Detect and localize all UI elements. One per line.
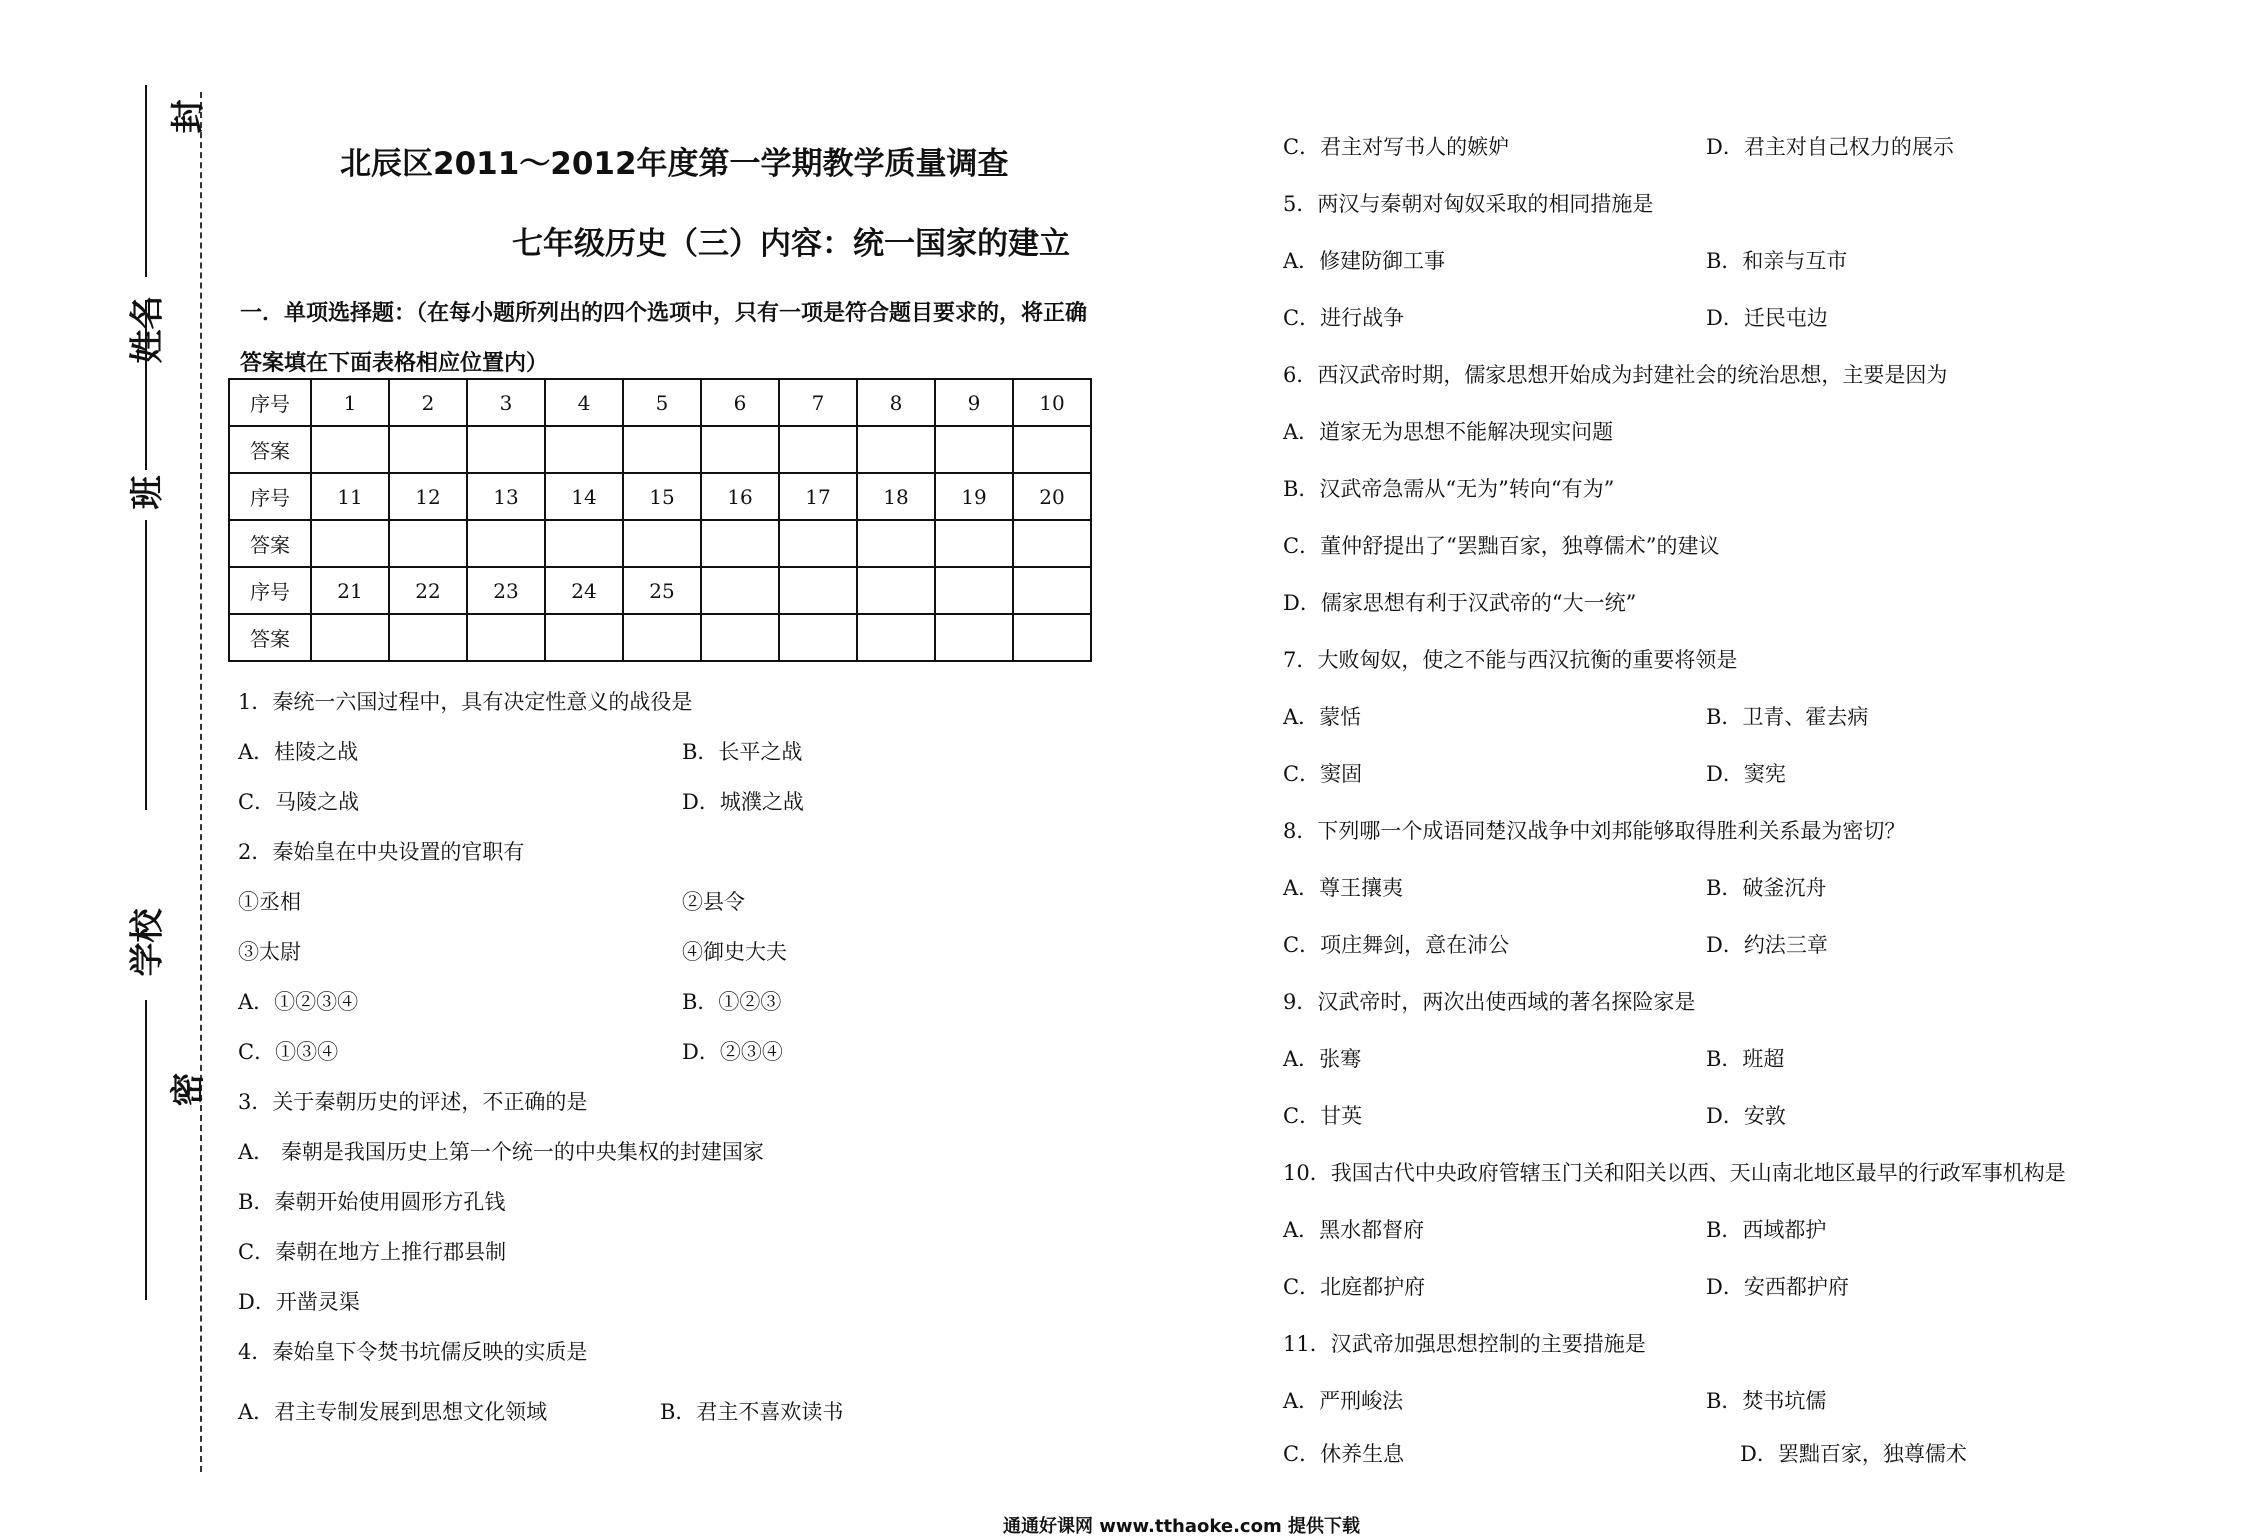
answer-cell[interactable] bbox=[935, 520, 1013, 567]
question-number-cell: 20 bbox=[1013, 473, 1091, 520]
answer-cell[interactable] bbox=[779, 426, 857, 473]
question-stem: 4．秦始皇下令焚书坑儒反映的实质是 bbox=[238, 1340, 588, 1364]
question-number-cell: 4 bbox=[545, 379, 623, 426]
question-stem: 3．关于秦朝历史的评述，不正确的是 bbox=[238, 1090, 588, 1114]
answer-cell[interactable] bbox=[857, 614, 935, 661]
answer-option: ③太尉 bbox=[238, 940, 301, 964]
answer-option: B．秦朝开始使用圆形方孔钱 bbox=[238, 1190, 506, 1214]
page-subtitle: 七年级历史（三）内容：统一国家的建立 bbox=[512, 226, 1070, 262]
margin-rule-class bbox=[145, 520, 147, 810]
question-number-cell: 14 bbox=[545, 473, 623, 520]
answer-cell[interactable] bbox=[1013, 520, 1091, 567]
answer-cell[interactable] bbox=[935, 614, 1013, 661]
section-heading-line2: 答案填在下面表格相应位置内） bbox=[240, 351, 549, 376]
question-number-cell: 10 bbox=[1013, 379, 1091, 426]
answer-option: C．甘英 bbox=[1283, 1104, 1363, 1128]
margin-seal-feng: 封 bbox=[168, 99, 209, 134]
row-label-number: 序号 bbox=[229, 473, 311, 520]
page-title: 北辰区2011～2012年度第一学期教学质量调查 bbox=[340, 146, 1009, 182]
question-number-cell: 5 bbox=[623, 379, 701, 426]
question-number-cell bbox=[779, 567, 857, 614]
row-label-number: 序号 bbox=[229, 379, 311, 426]
answer-option: A．蒙恬 bbox=[1283, 705, 1362, 729]
question-stem: 8．下列哪一个成语同楚汉战争中刘邦能够取得胜利关系最为密切？ bbox=[1283, 819, 1906, 843]
answer-option: C．①③④ bbox=[238, 1040, 339, 1064]
answer-option: A．修建防御工事 bbox=[1283, 249, 1446, 273]
answer-option: A．张骞 bbox=[1283, 1047, 1362, 1071]
answer-cell[interactable] bbox=[389, 614, 467, 661]
answer-cell[interactable] bbox=[545, 614, 623, 661]
question-number-cell: 6 bbox=[701, 379, 779, 426]
answer-option: D．城濮之战 bbox=[682, 790, 804, 814]
answer-option: ①丞相 bbox=[238, 890, 301, 914]
answer-cell[interactable] bbox=[1013, 614, 1091, 661]
answer-cell[interactable] bbox=[545, 426, 623, 473]
question-stem: 11．汉武帝加强思想控制的主要措施是 bbox=[1283, 1332, 1646, 1356]
answer-cell[interactable] bbox=[623, 614, 701, 661]
answer-option: B．班超 bbox=[1706, 1047, 1785, 1071]
answer-cell[interactable] bbox=[701, 614, 779, 661]
row-label-number: 序号 bbox=[229, 567, 311, 614]
question-number-cell: 7 bbox=[779, 379, 857, 426]
answer-cell[interactable] bbox=[389, 520, 467, 567]
answer-cell[interactable] bbox=[623, 520, 701, 567]
footer-credit: 通通好课网 www.tthaoke.com 提供下载 bbox=[1003, 1516, 1360, 1537]
row-label-answer: 答案 bbox=[229, 614, 311, 661]
question-number-cell: 21 bbox=[311, 567, 389, 614]
answer-cell[interactable] bbox=[467, 426, 545, 473]
question-stem: 6．西汉武帝时期，儒家思想开始成为封建社会的统治思想，主要是因为 bbox=[1283, 363, 1948, 387]
table-row-answer bbox=[229, 614, 1091, 661]
answer-option: A．桂陵之战 bbox=[238, 740, 359, 764]
question-number-cell: 11 bbox=[311, 473, 389, 520]
answer-option: ②县令 bbox=[682, 890, 745, 914]
answer-option: B．①②③ bbox=[682, 990, 782, 1014]
question-stem: 2．秦始皇在中央设置的官职有 bbox=[238, 840, 525, 864]
table-row-answer bbox=[229, 520, 1091, 567]
row-label-answer: 答案 bbox=[229, 426, 311, 473]
section-heading-line1: 一．单项选择题：（在每小题所列出的四个选项中，只有一项是符合题目要求的，将正确 bbox=[240, 301, 1088, 326]
answer-option: C．北庭都护府 bbox=[1283, 1275, 1426, 1299]
answer-option: B．汉武帝急需从“无为”转向“有为” bbox=[1283, 477, 1615, 501]
answer-cell[interactable] bbox=[857, 520, 935, 567]
answer-cell[interactable] bbox=[311, 426, 389, 473]
question-number-cell: 2 bbox=[389, 379, 467, 426]
question-stem: 10．我国古代中央政府管辖玉门关和阳关以西、天山南北地区最早的行政军事机构是 bbox=[1283, 1161, 2066, 1185]
answer-option: A．道家无为思想不能解决现实问题 bbox=[1283, 420, 1614, 444]
table-row-number bbox=[229, 473, 1091, 520]
question-number-cell: 17 bbox=[779, 473, 857, 520]
answer-option: B．长平之战 bbox=[682, 740, 803, 764]
margin-label-name: 姓名 bbox=[127, 295, 168, 364]
answer-option: B．焚书坑儒 bbox=[1706, 1389, 1827, 1413]
margin-rule-top bbox=[145, 85, 147, 277]
answer-cell[interactable] bbox=[701, 520, 779, 567]
answer-cell[interactable] bbox=[1013, 426, 1091, 473]
answer-cell[interactable] bbox=[311, 614, 389, 661]
answer-option: C．马陵之战 bbox=[238, 790, 360, 814]
answer-cell[interactable] bbox=[701, 426, 779, 473]
question-stem: 7．大败匈奴，使之不能与西汉抗衡的重要将领是 bbox=[1283, 648, 1738, 672]
answer-option: ④御史大夫 bbox=[682, 940, 787, 964]
answer-option: A．黑水都督府 bbox=[1283, 1218, 1425, 1242]
table-row-number bbox=[229, 567, 1091, 614]
answer-option: B．破釜沉舟 bbox=[1706, 876, 1827, 900]
question-number-cell: 3 bbox=[467, 379, 545, 426]
question-number-cell: 8 bbox=[857, 379, 935, 426]
question-number-cell bbox=[857, 567, 935, 614]
answer-option: A． 秦朝是我国历史上第一个统一的中央集权的封建国家 bbox=[238, 1140, 764, 1164]
answer-option: A．严刑峻法 bbox=[1283, 1389, 1404, 1413]
answer-cell[interactable] bbox=[857, 426, 935, 473]
question-number-cell: 1 bbox=[311, 379, 389, 426]
margin-seal-mi: 密 bbox=[168, 1072, 209, 1107]
answer-table bbox=[228, 378, 1092, 662]
margin-label-school: 学校 bbox=[127, 908, 168, 977]
answer-option: D．开凿灵渠 bbox=[238, 1290, 360, 1314]
answer-option: C．董仲舒提出了“罢黜百家，独尊儒术”的建议 bbox=[1283, 534, 1720, 558]
question-number-cell bbox=[701, 567, 779, 614]
answer-option: D．②③④ bbox=[682, 1040, 783, 1064]
question-stem: 9．汉武帝时，两次出使西域的著名探险家是 bbox=[1283, 990, 1696, 1014]
answer-option: B．君主不喜欢读书 bbox=[660, 1400, 844, 1424]
question-number-cell: 13 bbox=[467, 473, 545, 520]
question-number-cell: 18 bbox=[857, 473, 935, 520]
answer-option: D．儒家思想有利于汉武帝的“大一统” bbox=[1283, 591, 1637, 615]
question-number-cell: 23 bbox=[467, 567, 545, 614]
question-number-cell: 22 bbox=[389, 567, 467, 614]
answer-option: A．①②③④ bbox=[238, 990, 359, 1014]
question-number-cell: 24 bbox=[545, 567, 623, 614]
answer-option: D．安敦 bbox=[1706, 1104, 1786, 1128]
answer-option: C．君主对写书人的嫉妒 bbox=[1283, 135, 1510, 159]
answer-option: D．迁民屯边 bbox=[1706, 306, 1828, 330]
answer-option: D．罢黜百家，独尊儒术 bbox=[1740, 1442, 1967, 1466]
question-number-cell: 15 bbox=[623, 473, 701, 520]
answer-option: D．君主对自己权力的展示 bbox=[1706, 135, 1954, 159]
answer-cell[interactable] bbox=[623, 426, 701, 473]
answer-option: D．安西都护府 bbox=[1706, 1275, 1849, 1299]
answer-cell[interactable] bbox=[545, 520, 623, 567]
margin-label-class: 班 bbox=[127, 475, 168, 510]
question-number-cell: 19 bbox=[935, 473, 1013, 520]
answer-cell[interactable] bbox=[467, 520, 545, 567]
binding-dashed-line bbox=[200, 92, 202, 1472]
row-label-answer: 答案 bbox=[229, 520, 311, 567]
answer-cell[interactable] bbox=[935, 426, 1013, 473]
answer-option: A．尊王攘夷 bbox=[1283, 876, 1404, 900]
answer-cell[interactable] bbox=[311, 520, 389, 567]
table-row-number bbox=[229, 379, 1091, 426]
answer-cell[interactable] bbox=[779, 614, 857, 661]
answer-option: D．约法三章 bbox=[1706, 933, 1828, 957]
answer-option: C．休养生息 bbox=[1283, 1442, 1405, 1466]
question-stem: 1．秦统一六国过程中，具有决定性意义的战役是 bbox=[238, 690, 693, 714]
answer-option: B．卫青、霍去病 bbox=[1706, 705, 1869, 729]
answer-option: C．进行战争 bbox=[1283, 306, 1405, 330]
answer-option: D．窦宪 bbox=[1706, 762, 1786, 786]
question-number-cell bbox=[935, 567, 1013, 614]
answer-option: C．窦固 bbox=[1283, 762, 1363, 786]
answer-cell[interactable] bbox=[467, 614, 545, 661]
table-row-answer bbox=[229, 426, 1091, 473]
answer-option: C．秦朝在地方上推行郡县制 bbox=[238, 1240, 507, 1264]
question-number-cell: 12 bbox=[389, 473, 467, 520]
margin-rule-school bbox=[145, 1000, 147, 1300]
question-number-cell: 25 bbox=[623, 567, 701, 614]
answer-option: C．项庄舞剑，意在沛公 bbox=[1283, 933, 1510, 957]
answer-cell[interactable] bbox=[389, 426, 467, 473]
question-number-cell: 9 bbox=[935, 379, 1013, 426]
answer-cell[interactable] bbox=[779, 520, 857, 567]
answer-option: A．君主专制发展到思想文化领域 bbox=[238, 1400, 548, 1424]
question-number-cell: 16 bbox=[701, 473, 779, 520]
answer-option: B．和亲与互市 bbox=[1706, 249, 1848, 273]
question-number-cell bbox=[1013, 567, 1091, 614]
answer-option: B．西域都护 bbox=[1706, 1218, 1827, 1242]
question-stem: 5．两汉与秦朝对匈奴采取的相同措施是 bbox=[1283, 192, 1654, 216]
